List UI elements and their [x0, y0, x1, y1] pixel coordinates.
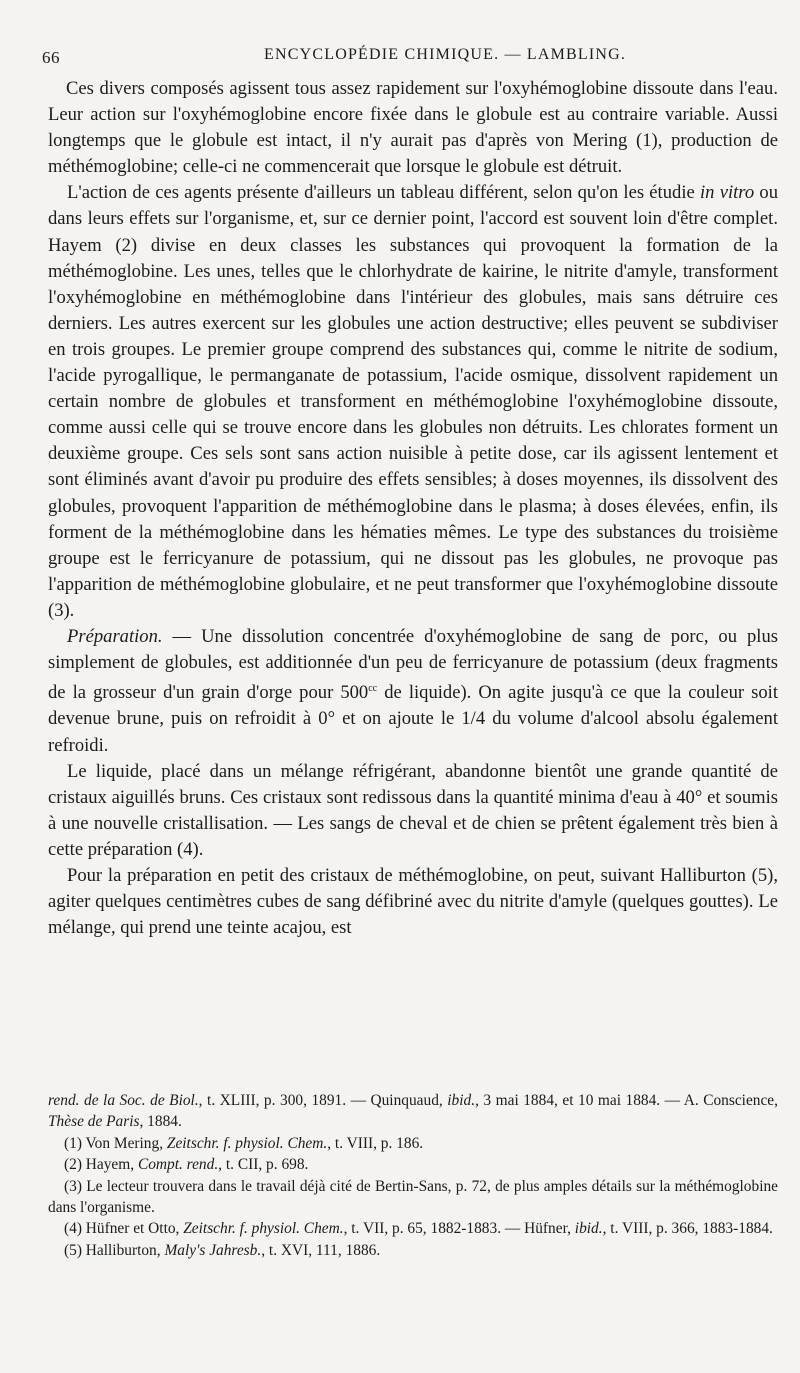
paragraph-3-text-c: de liquide). On agite jusqu'à ce que la couleur soit devenue brune, puis on refroidit à 0° et on ajoute le 1/4 du volume d'alcool absolu également refroidi. — [48, 682, 778, 756]
running-title: ENCYCLOPÉDIE CHIMIQUE. — LAMBLING. — [264, 46, 627, 63]
paragraph-2-text-b: ou dans leurs effets sur l'organisme, et, sur ce dernier point, l'accord est souvent loin d'être complet. Hayem (2) divise en deux classes les substances qui provoquent la formation de la méthémoglobine. Les unes, telles que le chlorhydrate de kairine, le nitrite d'amyle, transforment l'oxyhémoglobine en méthémoglobine dans l'intérieur des globules, mais sans détruire ces derniers. Les autres exercent sur les globules une action destructive; elles peuvent se subdiviser en trois groupes. Le premier groupe comprend des substances qui, comme le nitrite de sodium, l'acide pyrogallique, le permanganate de potassium, l'acide osmique, dissolvent rapidement un certain nombre de globules et transforment en méthémoglobine l'oxyhémoglobine dissoute, comme aussi celle qui se trouve encore dans les globules non détruits. Les chlorates forment un deuxième groupe. Ces sels sont sans action nuisible à petite dose, car ils agissent lentement et sont éliminés avant d'avoir pu produire des effets sensibles; à doses moyennes, ils dissolvent des globules, provoquent l'apparition de méthémoglobine dans le plasma; à doses élevées, enfin, ils forment de la méthémoglobine dans les hématies mêmes. Le type des substances du troisième groupe est le ferricyanure de potassium, qui ne dissout pas les globules, ne provoque pas l'apparition de méthémoglobine globulaire, et ne peut transformer que l'oxyhémoglobine dissoute (3). — [48, 182, 779, 621]
fn1-italic: Zeitschr. f. physiol. Chem. — [166, 1134, 328, 1152]
preparation-heading: Préparation. — [67, 625, 163, 647]
fn4-text-e: , t. VIII, p. 366, 1883-1884. — [602, 1220, 773, 1238]
fn4-text-c: , t. VII, p. 65, 1882-1883. — Hüfner, — [343, 1220, 575, 1238]
footnote-1 — [48, 1133, 778, 1154]
fn4-text-a: (4) Hüfner et Otto, — [64, 1220, 184, 1238]
paragraph-4: Le liquide, placé dans un mélange réfrigérant, abandonne bientôt une grande quantité de cristaux aiguillés bruns. Ces cristaux sont redissous dans la quantité minima d'eau à 40° et soumis à une nouvelle cristallisation. — Les sangs de cheval et de chien se prêtent également très bien à cette préparation (4). — [48, 760, 778, 860]
fn1-text-a: (1) Von Mering, — [64, 1134, 167, 1152]
fn2-text-a: (2) Hayem, — [64, 1156, 138, 1174]
footnote-2 — [48, 1154, 778, 1175]
fn5-italic: Maly's Jahresb. — [164, 1241, 262, 1259]
paragraph-5: Pour la préparation en petit des cristaux de méthémoglobine, on peut, suivant Halliburton (5), agiter quelques centimètres cubes de sang défibriné avec du nitrite d'amyle (quelques gouttes). Le mélange, qui prend une teinte acajou, est — [48, 865, 778, 939]
page-number: 66 — [42, 48, 60, 67]
footnote-3: (3) Le lecteur trouvera dans le travail déjà cité de Bertin-Sans, p. 72, de plus amples détails sur la méthémoglobine dans l'organisme. — [48, 1177, 778, 1217]
paragraph-1: Ces divers composés agissent tous assez rapidement sur l'oxyhémoglobine dissoute dans l'eau. Leur action sur l'oxyhémoglobine encore fixée dans le globule est au contraire variable. Aussi longtemps que le globule est intact, il n'y aurait pas d'après von Mering (1), production de méthémoglobine; celle-ci ne commencerait que lorsque le globule est détruit. — [48, 78, 778, 178]
paragraph-2 — [48, 180, 778, 624]
fn4-italic-d: ibid. — [574, 1220, 603, 1238]
footnote-4 — [48, 1218, 778, 1239]
paragraph-3-text-b: — Une dissolution concentrée d'oxyhémoglobine de sang de porc, ou plus simplement de globules, est additionnée d'un peu de ferricyanure de potassium (deux fragments de la grosseur d'un grain d'orge pour 500 — [48, 625, 778, 704]
fn-cont-ital-c: ibid. — [447, 1092, 476, 1109]
fn-cont-text-d: , 3 mai 1884, et 10 mai 1884. — A. Conscience, — [475, 1092, 778, 1109]
footnote-continuation — [48, 1090, 778, 1133]
unit-superscript: cc — [368, 683, 378, 695]
footnote-5 — [48, 1240, 778, 1261]
body-text — [48, 76, 778, 941]
fn5-text-c: , t. XVI, 111, 1886. — [261, 1241, 381, 1259]
fn-cont-text-f: , 1884. — [139, 1113, 182, 1131]
footnotes — [48, 1090, 778, 1261]
fn2-italic: Compt. rend. — [137, 1156, 219, 1174]
fn-cont-text-b: , t. XLIII, p. 300, 1891. — Quinquaud, — [198, 1092, 448, 1109]
fn5-text-a: (5) Halliburton, — [64, 1241, 165, 1259]
page-header — [42, 44, 762, 70]
paragraph-2-text-a: L'action de ces agents présente d'ailleurs un tableau différent, selon qu'on les étudie — [67, 182, 700, 204]
paragraph-3 — [48, 624, 778, 759]
fn-cont-ital-e: Thèse de Paris — [48, 1113, 140, 1131]
fn-cont-ital-a: rend. de la Soc. de Biol. — [48, 1092, 199, 1109]
fn1-text-c: , t. VIII, p. 186. — [327, 1134, 424, 1152]
fn2-text-c: , t. CII, p. 698. — [218, 1156, 309, 1174]
paragraph-2-italic: in vitro — [700, 182, 755, 204]
fn4-italic-b: Zeitschr. f. physiol. Chem. — [183, 1220, 344, 1238]
